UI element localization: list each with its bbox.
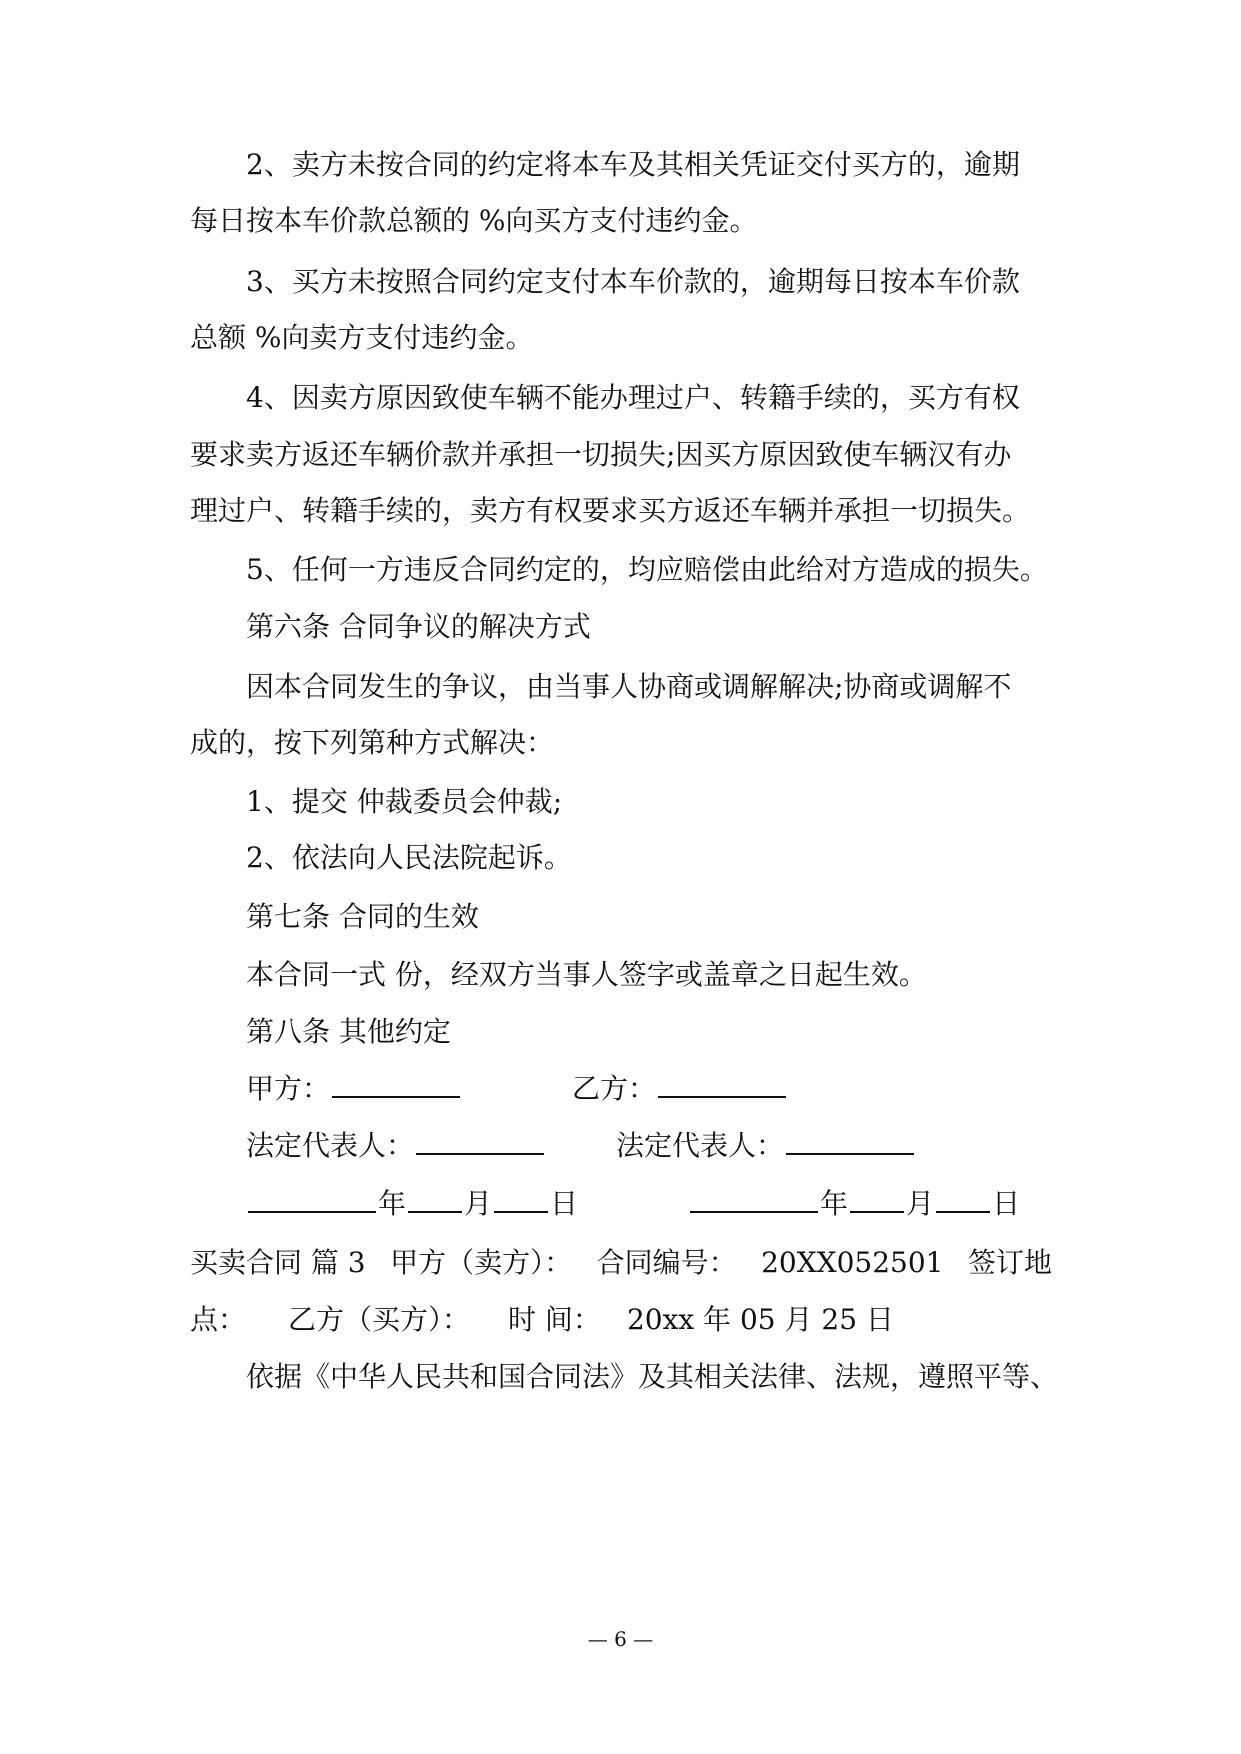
party-b-label: 乙方： (572, 1072, 657, 1105)
contract-3-header-line-2 (190, 1300, 894, 1340)
month-b-blank (850, 1185, 904, 1213)
article-7-title: 第七条 合同的生效 (246, 900, 479, 933)
year-b-label: 年 (820, 1187, 849, 1220)
signature-reps-row (246, 1126, 916, 1166)
month-a-label: 月 (464, 1187, 493, 1220)
signature-dates-row (246, 1184, 1020, 1224)
option-2: 2、依法向人民法院起诉。 (246, 841, 572, 874)
party-b-blank (658, 1070, 786, 1098)
rep-a-blank (416, 1127, 544, 1155)
year-a-label: 年 (378, 1187, 407, 1220)
year-a-blank (248, 1185, 376, 1213)
clause-3-line-2: 总额 %向卖方支付违约金。 (190, 321, 534, 354)
clause-5-line-1: 5、任何一方违反合同约定的，均应赔偿由此给对方造成的损失。 (246, 553, 1048, 586)
clause-4-line-1: 4、因卖方原因致使车辆不能办理过户、转籍手续的，买方有权 (246, 381, 1020, 414)
month-b-label: 月 (906, 1187, 935, 1220)
month-a-blank (408, 1185, 462, 1213)
clause-2-line-1: 2、卖方未按合同的约定将本车及其相关凭证交付买方的，逾期 (246, 148, 1020, 181)
clause-4-line-3: 理过户、转籍手续的，卖方有权要求买方返还车辆并承担一切损失。 (190, 494, 1031, 527)
page-number: — 6 — (587, 1627, 654, 1651)
day-a-label: 日 (550, 1187, 579, 1220)
clause-2-line-2: 每日按本车价款总额的 %向买方支付违约金。 (190, 204, 758, 237)
signing-place-label-part-2: 点： (190, 1303, 247, 1336)
effect-line: 本合同一式 份，经双方当事人签字或盖章之日起生效。 (246, 958, 927, 991)
time-label: 时 间： (508, 1303, 601, 1336)
rep-b-blank (786, 1127, 914, 1155)
year-b-blank (690, 1185, 818, 1213)
day-a-blank (494, 1185, 548, 1213)
dispute-line-2: 成的，按下列第种方式解决： (190, 726, 555, 759)
signing-place-label-part-1: 签订地 (967, 1246, 1052, 1279)
seller-label: 甲方（卖方）： (390, 1246, 573, 1279)
contract-number-value: 20XX052501 (761, 1246, 944, 1279)
contract-3-header-line-1 (190, 1243, 1052, 1283)
clause-3-line-1: 3、买方未按照合同约定支付本车价款的，逾期每日按本车价款 (246, 265, 1020, 298)
buyer-label: 乙方（买方）： (288, 1303, 471, 1336)
party-a-blank (332, 1070, 460, 1098)
rep-a-label: 法定代表人： (246, 1129, 415, 1162)
rep-b-label: 法定代表人： (616, 1129, 785, 1162)
option-1: 1、提交 仲裁委员会仲裁; (246, 785, 563, 818)
day-b-blank (936, 1185, 990, 1213)
contract-number-label: 合同编号： (596, 1246, 737, 1279)
article-8-title: 第八条 其他约定 (246, 1015, 451, 1048)
contract-3-title: 买卖合同 篇 3 (190, 1246, 366, 1279)
signature-parties-row (246, 1069, 788, 1109)
basis-line-1: 依据《中华人民共和国合同法》及其相关法律、法规，遵照平等、 (246, 1360, 1059, 1393)
article-6-title: 第六条 合同争议的解决方式 (246, 610, 591, 643)
party-a-label: 甲方： (246, 1072, 331, 1105)
day-b-label: 日 (992, 1187, 1021, 1220)
clause-4-line-2: 要求卖方返还车辆价款并承担一切损失;因买方原因致使车辆汉有办 (190, 438, 1012, 471)
dispute-line-1: 因本合同发生的争议，由当事人协商或调解解决;协商或调解不 (246, 670, 1012, 703)
time-value: 20xx 年 05 月 25 日 (626, 1303, 894, 1336)
